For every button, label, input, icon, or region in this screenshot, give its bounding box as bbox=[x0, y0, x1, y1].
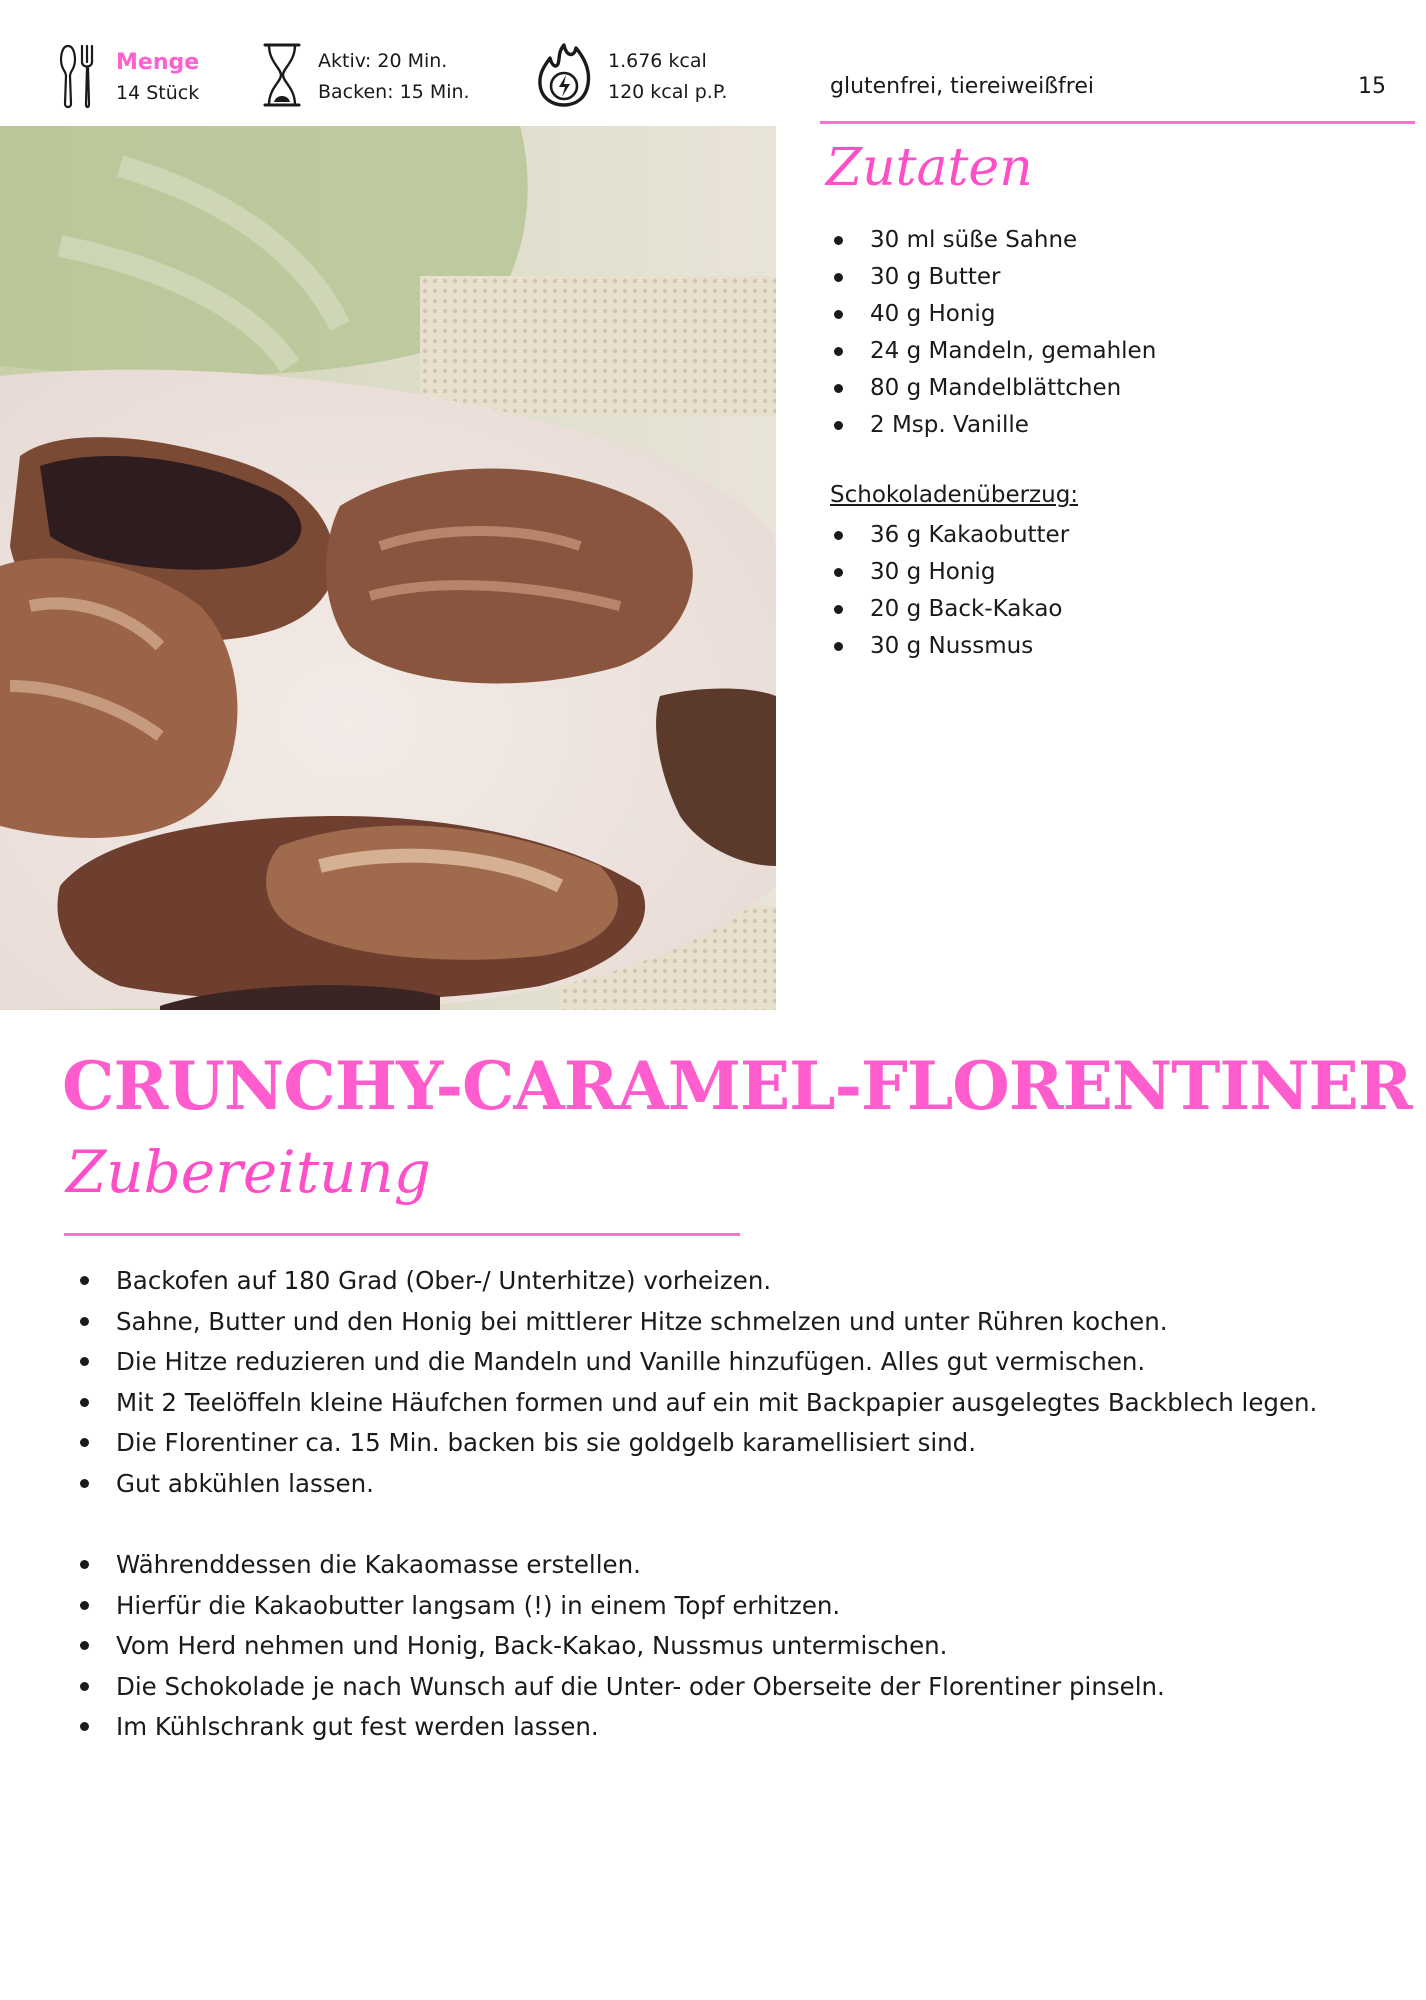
energy-total: 1.676 kcal bbox=[608, 50, 707, 72]
list-item: 30 g Honig bbox=[830, 554, 1069, 591]
list-item: 40 g Honig bbox=[830, 296, 1156, 333]
header-divider bbox=[820, 121, 1415, 124]
flame-icon bbox=[536, 42, 592, 112]
list-item: Vom Herd nehmen und Honig, Back-Kakao, Nussmus untermischen. bbox=[76, 1626, 1406, 1667]
list-item: Im Kühlschrank gut fest werden lassen. bbox=[76, 1707, 1406, 1748]
cutlery-icon bbox=[58, 42, 98, 114]
list-item: 20 g Back-Kakao bbox=[830, 591, 1069, 628]
ingredient-list bbox=[830, 222, 1156, 444]
method-heading: Zubereitung bbox=[66, 1138, 431, 1206]
ingredients-heading: Zutaten bbox=[826, 138, 1033, 198]
recipe-title: CRUNCHY-CARAMEL-FLORENTINER bbox=[62, 1047, 1412, 1125]
servings-label: Menge bbox=[116, 50, 200, 75]
list-item: Die Hitze reduzieren und die Mandeln und Vanille hinzufügen. Alles gut vermischen. bbox=[76, 1342, 1406, 1383]
list-item: Die Florentiner ca. 15 Min. backen bis sie goldgelb karamellisiert sind. bbox=[76, 1423, 1406, 1464]
servings-info bbox=[58, 42, 199, 114]
time-info bbox=[262, 42, 470, 112]
energy-info bbox=[536, 42, 727, 112]
method-steps-part2 bbox=[76, 1545, 1406, 1748]
list-item: Mit 2 Teelöffeln kleine Häufchen formen und auf ein mit Backpapier ausgelegtes Backblech legen. bbox=[76, 1383, 1406, 1424]
time-active: Aktiv: 20 Min. bbox=[318, 50, 448, 72]
servings-value: 14 Stück bbox=[116, 82, 200, 104]
coating-heading: Schokoladenüberzug: bbox=[830, 482, 1079, 508]
list-item: 30 g Nussmus bbox=[830, 628, 1069, 665]
list-item: 30 ml süße Sahne bbox=[830, 222, 1156, 259]
recipe-photo bbox=[0, 126, 776, 1010]
list-item: Hierfür die Kakaobutter langsam (!) in einem Topf erhitzen. bbox=[76, 1586, 1406, 1627]
list-item: 30 g Butter bbox=[830, 259, 1156, 296]
method-steps-part1 bbox=[76, 1261, 1406, 1504]
list-item: Währenddessen die Kakaomasse erstellen. bbox=[76, 1545, 1406, 1586]
list-item: 24 g Mandeln, gemahlen bbox=[830, 333, 1156, 370]
list-item: Die Schokolade je nach Wunsch auf die Unter- oder Oberseite der Florentiner pinseln. bbox=[76, 1667, 1406, 1708]
time-baking: Backen: 15 Min. bbox=[318, 81, 470, 103]
list-item: 36 g Kakaobutter bbox=[830, 517, 1069, 554]
coating-ingredient-list bbox=[830, 517, 1069, 665]
list-item: Backofen auf 180 Grad (Ober-/ Unterhitze) vorheizen. bbox=[76, 1261, 1406, 1302]
energy-per-portion: 120 kcal p.P. bbox=[608, 81, 728, 103]
page-number: 15 bbox=[1358, 74, 1386, 99]
list-item: Gut abkühlen lassen. bbox=[76, 1464, 1406, 1505]
list-item: 2 Msp. Vanille bbox=[830, 407, 1156, 444]
list-item: 80 g Mandelblättchen bbox=[830, 370, 1156, 407]
method-divider bbox=[64, 1233, 740, 1236]
hourglass-icon bbox=[262, 42, 302, 112]
diet-tags: glutenfrei, tiereiweißfrei bbox=[830, 74, 1094, 99]
list-item: Sahne, Butter und den Honig bei mittlerer Hitze schmelzen und unter Rühren kochen. bbox=[76, 1302, 1406, 1343]
